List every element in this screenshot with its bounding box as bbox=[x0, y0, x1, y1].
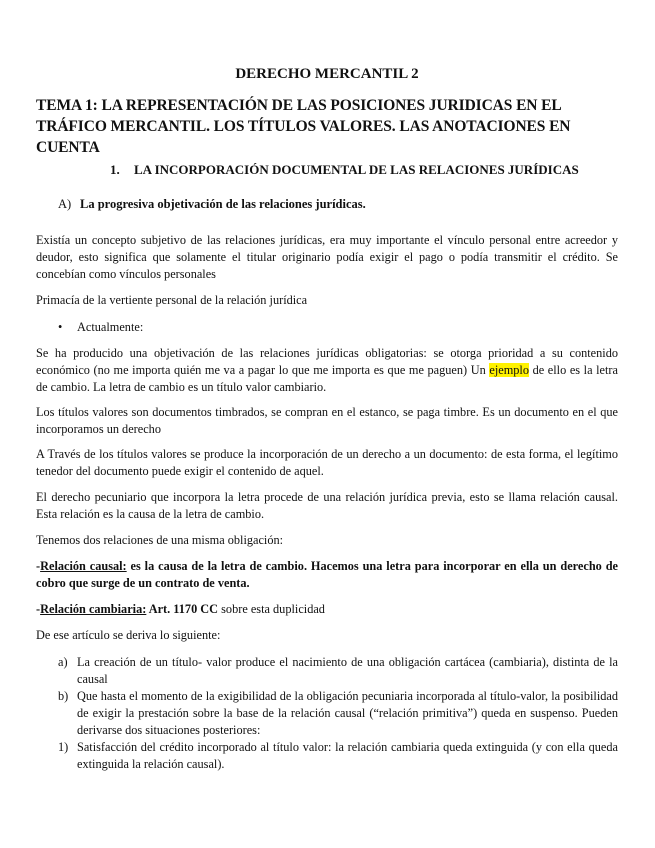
dash: - bbox=[36, 602, 41, 616]
list-item bbox=[58, 688, 618, 739]
list-marker: a) bbox=[58, 655, 68, 669]
paragraph: Tenemos dos relaciones de una misma obligación: bbox=[36, 533, 284, 547]
list-item-text: La creación de un título- valor produce el nacimiento de una obligación cartácea (cambiaria), distinta de la causal bbox=[77, 655, 618, 686]
relacion-cambiaria-paragraph bbox=[36, 601, 618, 618]
topic-heading: TEMA 1: LA REPRESENTACIÓN DE LAS POSICIONES JURIDICAS EN EL TRÁFICO MERCANTIL. LOS TÍTULOS VALORES. LAS ANOTACIONES EN CUENTA bbox=[36, 97, 571, 156]
document-title: DERECHO MERCANTIL 2 bbox=[235, 66, 419, 82]
section-heading bbox=[110, 162, 579, 178]
subsection-title: La progresiva objetivación de las relaciones jurídicas. bbox=[80, 197, 366, 211]
relacion-causal-text: es la causa de la letra de cambio. Hacemos una letra para incorporar en ella un derecho de cobro que surge de un contrato de venta. bbox=[36, 559, 618, 590]
relacion-causal-label: Relación causal: bbox=[40, 559, 127, 573]
highlighted-word: ejemplo bbox=[489, 363, 529, 377]
paragraph: El derecho pecuniario que incorpora la letra procede de una relación jurídica previa, esto se llama relación causal. Esta relación es la causa de la letra de cambio. bbox=[36, 490, 618, 521]
dash: - bbox=[36, 559, 41, 573]
paragraph: De ese artículo se deriva lo siguiente: bbox=[36, 628, 221, 642]
relacion-cambiaria-text: sobre esta duplicidad bbox=[218, 602, 325, 616]
relacion-cambiaria-label: Relación cambiaria: bbox=[40, 602, 147, 616]
paragraph-text: de ello es la letra de cambio. La letra de cambio es un título valor cambiario. bbox=[36, 363, 618, 394]
section-number: 1. bbox=[110, 162, 120, 177]
paragraph-text: Se ha producido una objetivación de las relaciones jurídicas obligatorias: se otorga prioridad a su contenido económico (no me importa quién me va a pagar lo que me importa es que me paguen) Un bbox=[36, 346, 618, 377]
subsection-heading bbox=[58, 197, 366, 212]
list-marker: 1) bbox=[58, 740, 69, 754]
section-title: LA INCORPORACIÓN DOCUMENTAL DE LAS RELACIONES JURÍDICAS bbox=[134, 162, 579, 177]
relacion-causal-paragraph bbox=[36, 558, 618, 592]
list-item-text: Que hasta el momento de la exigibilidad de la obligación pecuniaria incorporada al título-valor, la posibilidad de exigir la prestación sobre la base de la relación causal (“relación primitiva”) queda en suspenso. Pueden derivarse dos situaciones posteriores: bbox=[77, 689, 618, 737]
paragraph: Existía un concepto subjetivo de las relaciones jurídicas, era muy importante el vínculo personal entre acreedor y deudor, esto significa que solamente el titular originario podía exigir el pago o podía transmitir el crédito. Se concebían como vínculos personales bbox=[36, 233, 618, 281]
bullet-text: Actualmente: bbox=[77, 320, 144, 334]
bullet-marker: • bbox=[58, 320, 63, 334]
list-marker: b) bbox=[58, 689, 69, 703]
bullet-item bbox=[58, 320, 143, 335]
paragraph: Los títulos valores son documentos timbrados, se compran en el estanco, se paga timbre. Es un documento en el que incorporamos un derecho bbox=[36, 405, 618, 436]
paragraph bbox=[36, 345, 618, 396]
list-item bbox=[58, 739, 618, 773]
list-item-text: Satisfacción del crédito incorporado al título valor: la relación cambiaria queda extinguida (y con ella queda extinguida la relación causal). bbox=[77, 740, 618, 771]
list-item bbox=[58, 654, 618, 688]
article-reference: Art. 1170 CC bbox=[146, 602, 219, 616]
paragraph: Primacía de la vertiente personal de la relación jurídica bbox=[36, 293, 308, 307]
paragraph: A Través de los títulos valores se produce la incorporación de un derecho a un documento: de esta forma, el legítimo tenedor del documento puede exigir el contenido de aquel. bbox=[36, 447, 618, 478]
subsection-label: A) bbox=[58, 197, 72, 211]
